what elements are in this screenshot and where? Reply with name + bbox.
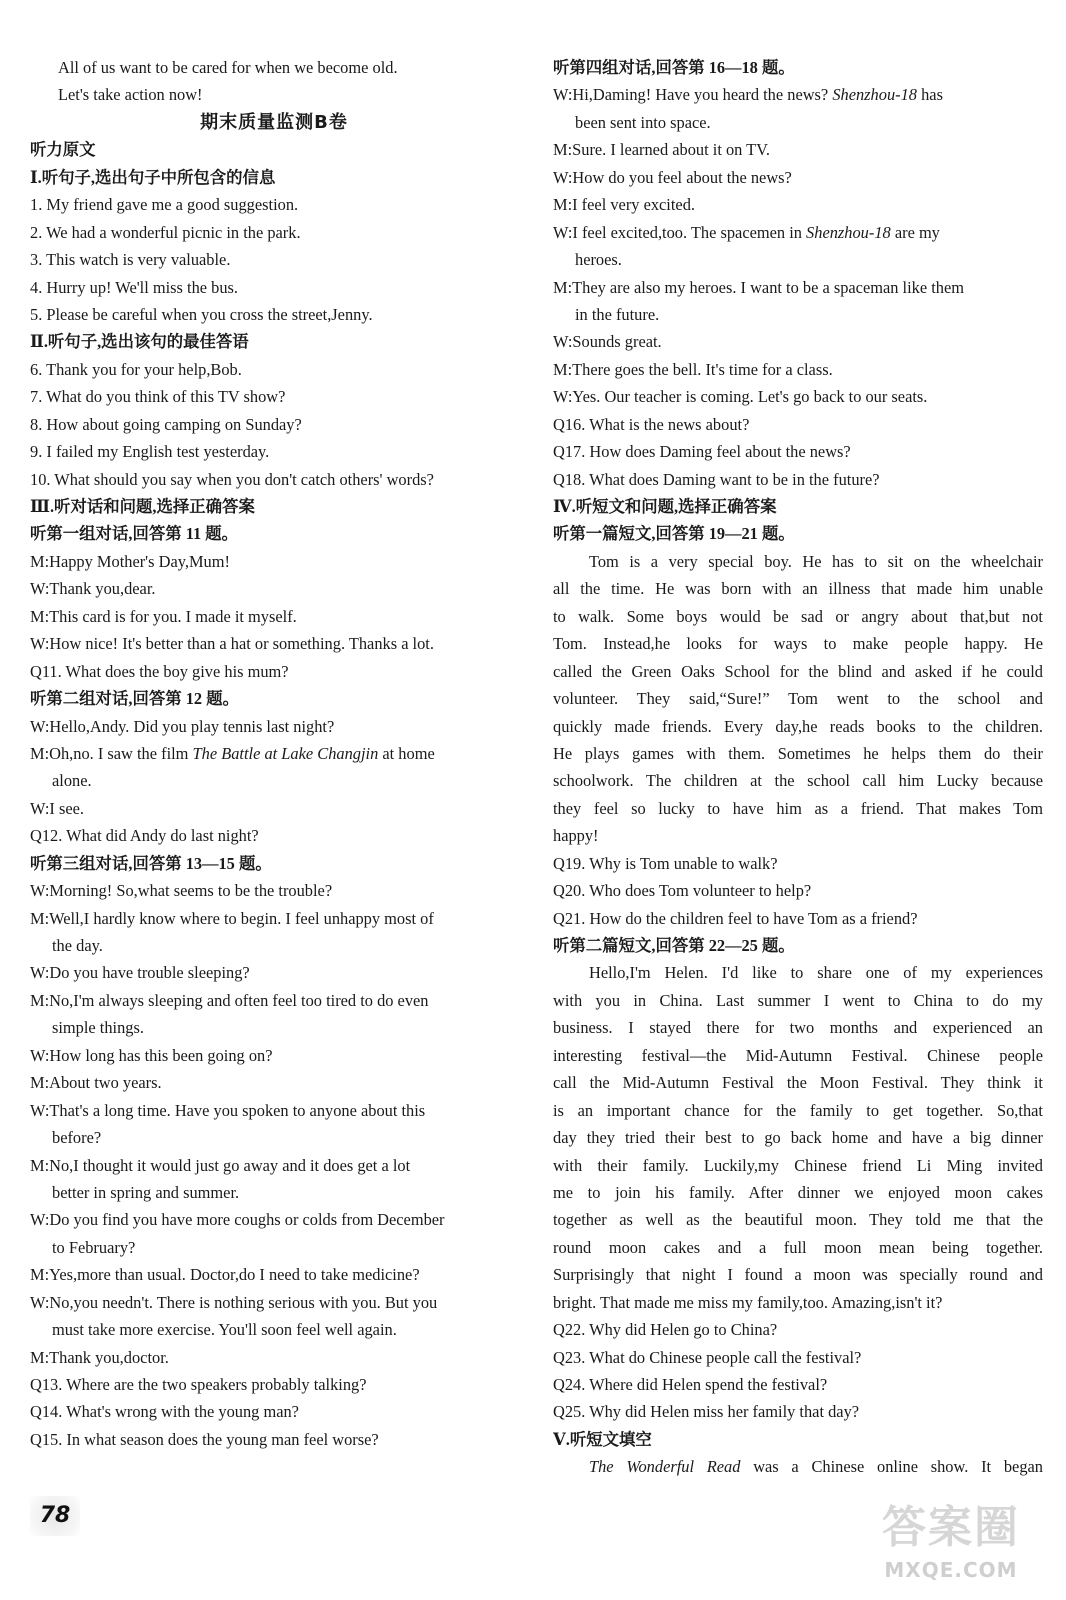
right-column-line: they feel so lucky to have him as a friend. That makes Tom — [553, 798, 1043, 818]
left-column-line: Q12. What did Andy do last night? — [30, 826, 259, 846]
left-column-line: 10. What should you say when you don't catch others' words? — [30, 469, 434, 489]
right-column-line: M:There goes the bell. It's time for a class. — [553, 359, 833, 379]
left-column-line: M:This card is for you. I made it myself. — [30, 606, 297, 626]
left-column-line: W:How nice! It's better than a hat or something. Thanks a lot. — [30, 634, 434, 654]
left-column-line: the day. — [52, 936, 103, 955]
right-column-line: been sent into space. — [575, 112, 711, 132]
left-column-line: Q11. What does the boy give his mum? — [30, 661, 289, 681]
right-column-line: in the future. — [575, 304, 660, 324]
left-column-line: Q15. In what season does the young man feel worse? — [30, 1429, 379, 1449]
right-column-line: volunteer. They said,“Sure!” Tom went to the school and — [553, 689, 1043, 709]
right-column-line: He plays games with them. Sometimes he helps them do their — [553, 743, 1043, 763]
left-column-line: 2. We had a wonderful picnic in the park. — [30, 222, 301, 242]
left-column-line: alone. — [52, 771, 92, 791]
left-column-line: W:No,you needn't. There is nothing serious with you. But you — [30, 1292, 438, 1312]
right-column-line: with you in China. Last summer I went to China to do my — [553, 990, 1043, 1010]
right-column-line: interesting festival—the Mid-Autumn Festival. Chinese people — [553, 1045, 1043, 1065]
right-column-line: Ⅴ.听短文填空 — [553, 1429, 652, 1449]
left-column-line: before? — [52, 1128, 102, 1148]
left-column-line: Ⅲ.听对话和问题,选择正确答案 — [30, 497, 255, 516]
left-column-line: 8. How about going camping on Sunday? — [30, 414, 302, 434]
left-column-line: 7. What do you think of this TV show? — [30, 387, 286, 407]
right-column-line: Q23. What do Chinese people call the festival? — [553, 1347, 862, 1367]
right-column-line: heroes. — [575, 250, 622, 270]
right-column-line: call the Mid-Autumn Festival the Moon Festival. They think it — [553, 1073, 1043, 1093]
left-column-line: 5. Please be careful when you cross the street,Jenny. — [30, 304, 373, 324]
left-column-line: 听第二组对话,回答第 12 题。 — [30, 689, 239, 709]
right-column-line: Q25. Why did Helen miss her family that day? — [553, 1402, 860, 1422]
right-column-line: 听第四组对话,回答第 16—18 题。 — [553, 58, 795, 77]
left-column-line: M:Happy Mother's Day,Mum! — [30, 551, 230, 571]
right-column-line: Q17. How does Daming feel about the news? — [553, 442, 851, 462]
left-column — [30, 54, 518, 1453]
right-column-line: M:I feel very excited. — [553, 195, 695, 215]
right-column-line: schoolwork. The children at the school call him Lucky because — [553, 771, 1043, 791]
left-column-line: Q13. Where are the two speakers probably talking? — [30, 1375, 367, 1394]
left-column-line: M:Oh,no. I saw the film The Battle at Lake Changjin at home — [30, 743, 435, 763]
right-column-line: W:Hi,Daming! Have you heard the news? Shenzhou-18 has — [553, 85, 943, 105]
right-column-line: Q16. What is the news about? — [553, 414, 750, 434]
right-column-line: M:Sure. I learned about it on TV. — [553, 140, 770, 160]
right-column-line: Q21. How do the children feel to have Tom as a friend? — [553, 908, 918, 928]
right-column-line: together as well as the beautiful moon. They told me that the — [553, 1210, 1043, 1230]
right-column-line: Hello,I'm Helen. I'd like to share one of my experiences — [589, 963, 1043, 983]
left-column-line: Q14. What's wrong with the young man? — [30, 1402, 299, 1422]
left-column-line: to February? — [52, 1237, 136, 1257]
left-column-line: 9. I failed my English test yesterday. — [30, 442, 270, 462]
right-column-line: 听第二篇短文,回答第 22—25 题。 — [553, 936, 795, 955]
right-column-line: Tom. Instead,he looks for ways to make people happy. He — [553, 634, 1043, 654]
left-column-line: M:About two years. — [30, 1073, 162, 1093]
right-column-line: Surprisingly that night I found a moon was specially round and — [553, 1265, 1043, 1285]
left-column-line: W:Thank you,dear. — [30, 579, 156, 599]
right-column-line: happy! — [553, 826, 599, 846]
right-column-line: 听第一篇短文,回答第 19—21 题。 — [553, 524, 795, 544]
right-column-line: Q18. What does Daming want to be in the future? — [553, 469, 880, 489]
right-column-line: all the time. He was born with an illness that made him unable — [553, 579, 1043, 599]
left-column-line: 6. Thank you for your help,Bob. — [30, 359, 242, 379]
left-column-line: 听力原文 — [30, 140, 96, 160]
right-column-line: Q24. Where did Helen spend the festival? — [553, 1375, 828, 1394]
right-column-line: Q22. Why did Helen go to China? — [553, 1320, 778, 1340]
left-column-line: W:How long has this been going on? — [30, 1045, 273, 1065]
left-column-line: M:Yes,more than usual. Doctor,do I need to take medicine? — [30, 1265, 420, 1285]
left-column-line: better in spring and summer. — [52, 1182, 240, 1202]
right-column-line: Tom is a very special boy. He has to sit on the wheelchair — [589, 551, 1043, 571]
right-column-line: The Wonderful Read was a Chinese online show. It began — [589, 1457, 1043, 1477]
left-column-line: M:Well,I hardly know where to begin. I feel unhappy most of — [30, 908, 434, 928]
left-column-line: 期末质量监测B卷 — [200, 111, 348, 133]
left-column-line: 1. My friend gave me a good suggestion. — [30, 195, 299, 215]
right-column-line: W:Sounds great. — [553, 332, 662, 352]
page-number: 78 — [30, 1496, 80, 1536]
left-column-line: W:Do you have trouble sleeping? — [30, 963, 250, 983]
left-column-line: Ⅰ.听句子,选出句子中所包含的信息 — [30, 167, 276, 187]
right-column-line: Ⅳ.听短文和问题,选择正确答案 — [553, 497, 777, 516]
right-column-line: to walk. Some boys would be sad or angry about that,but not — [553, 606, 1043, 626]
left-column-line: W:Morning! So,what seems to be the trouble? — [30, 881, 333, 901]
left-column-line: W:I see. — [30, 798, 84, 818]
right-column-line: W:How do you feel about the news? — [553, 167, 792, 187]
right-column-line: W:I feel excited,too. The spacemen in Shenzhou-18 are my — [553, 222, 940, 242]
left-column-line: Ⅱ.听句子,选出该句的最佳答语 — [30, 332, 249, 352]
left-column-line: 3. This watch is very valuable. — [30, 250, 231, 270]
left-column-line: must take more exercise. You'll soon feel well again. — [52, 1320, 397, 1340]
left-column-line: 听第一组对话,回答第 11 题。 — [30, 524, 239, 544]
right-column-line: round moon cakes and a full moon mean being together. — [553, 1237, 1043, 1257]
right-column-line: W:Yes. Our teacher is coming. Let's go back to our seats. — [553, 387, 928, 407]
right-column — [553, 54, 1043, 1481]
right-column-line: day they tried their best to go back home and have a big dinner — [553, 1128, 1043, 1148]
right-column-line: M:They are also my heroes. I want to be a spaceman like them — [553, 277, 964, 297]
left-column-line: 听第三组对话,回答第 13—15 题。 — [30, 853, 272, 873]
left-column-line: W:That's a long time. Have you spoken to anyone about this — [30, 1100, 426, 1120]
right-column-line: me to join his family. After dinner we enjoyed moon cakes — [553, 1182, 1043, 1202]
left-column-line: M:No,I thought it would just go away and it does get a lot — [30, 1155, 411, 1175]
right-column-line: business. I stayed there for two months and experienced an — [553, 1018, 1043, 1038]
right-column-line: Q19. Why is Tom unable to walk? — [553, 853, 778, 873]
right-column-line: bright. That made me miss my family,too. Amazing,isn't it? — [553, 1292, 943, 1312]
left-column-line: M:Thank you,doctor. — [30, 1347, 169, 1367]
right-column-line: quickly made friends. Every day,he reads books to the children. — [553, 716, 1043, 736]
right-column-line: Q20. Who does Tom volunteer to help? — [553, 881, 812, 901]
watermark-seal-text: 答案圈 — [882, 1502, 1020, 1553]
left-column-line: simple things. — [52, 1018, 144, 1038]
watermark-logo — [856, 1500, 1046, 1596]
watermark-site-text: MXQE.COM — [884, 1558, 1018, 1582]
right-column-line: is an important chance for the family to get together. So,that — [553, 1100, 1043, 1120]
left-column-line: M:No,I'm always sleeping and often feel too tired to do even — [30, 990, 429, 1010]
left-column-line: W:Do you find you have more coughs or colds from December — [30, 1210, 445, 1230]
right-column-line: called the Green Oaks School for the blind and asked if he could — [553, 661, 1043, 681]
right-column-line: with their family. Luckily,my Chinese friend Li Ming invited — [553, 1155, 1043, 1175]
left-column-line: W:Hello,Andy. Did you play tennis last night? — [30, 716, 335, 736]
left-column-line: Let's take action now! — [58, 85, 203, 105]
left-column-line: 4. Hurry up! We'll miss the bus. — [30, 277, 239, 297]
left-column-line: All of us want to be cared for when we become old. — [58, 58, 398, 77]
